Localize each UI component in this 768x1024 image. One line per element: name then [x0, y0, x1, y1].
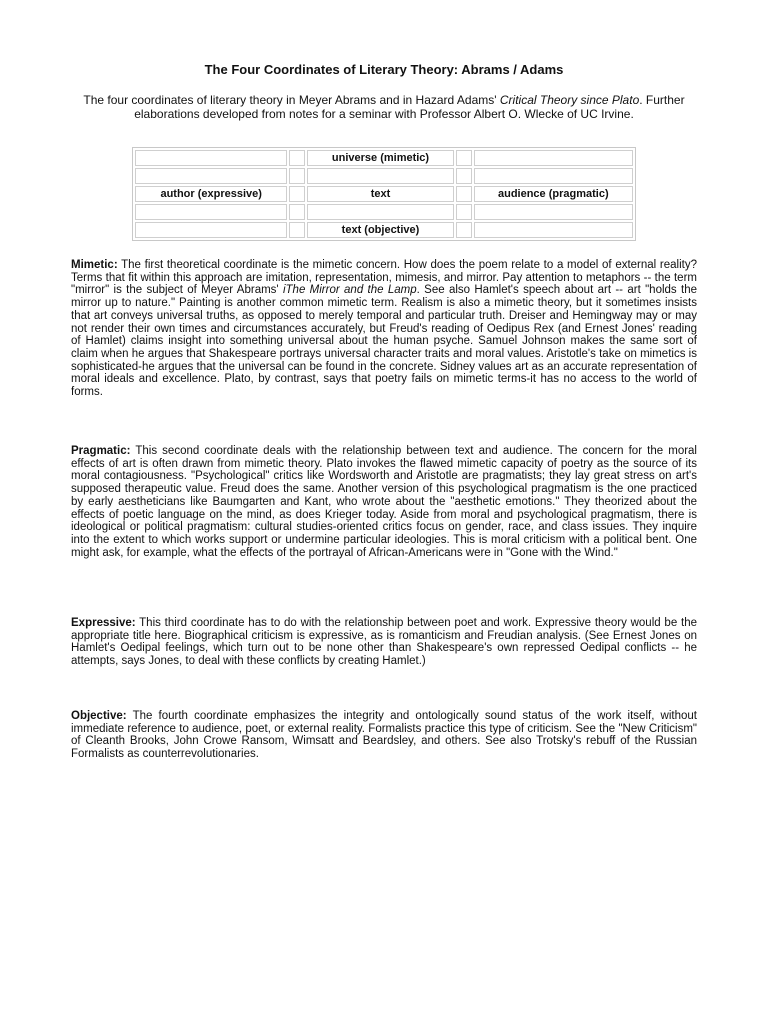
section-heading-pragmatic: Pragmatic: — [71, 445, 131, 457]
table-row — [135, 168, 633, 184]
section-objective — [71, 710, 697, 761]
intro-paragraph — [82, 93, 686, 121]
intro-text-2: . Further elaborations developed from notes for a seminar with Professor Albert O. Wlecke of UC Irvine. — [134, 93, 685, 121]
section-heading-mimetic: Mimetic: — [71, 259, 118, 271]
cell-author: author (expressive) — [135, 186, 287, 202]
table-row — [135, 150, 633, 166]
section-body-expressive: This third coordinate has to do with the relationship between poet and work. Expressive theory would be the appropriate title here. Biographical criticism is expressive, as is romanticism and Freudian analysis. (See Ernest Jones on Hamlet's Oedipal feelings, which turn out to be none other than Shakespeare's own repressed Oedipal conflicts -- he attempts, says Jones, to deal with these conflicts by creating Hamlet.) — [71, 617, 697, 668]
cell-objective: text (objective) — [307, 222, 455, 238]
section-body-pragmatic: This second coordinate deals with the relationship between text and audience. The concern for the moral effects of art is often drawn from mimetic theory. Plato invokes the flawed mimetic capacity of poetry as the source of its moral contagiousness. "Psychological" critics like Wordsworth and Aristotle are pragmatists; they lay great stress on art's supposed therapeutic value. Freud does the same. Another version of this psychological pragmatism is the one practiced by early aestheticians like Baumgarten and Kant, who wrote about the "aesthetic emotions." They theorized about the effects of poetic language on the mind, as does Krieger today. Aside from moral and psychological pragmatism, there is ideological or political pragmatism: cultural studies-oriented critics focus on gender, race, and class issues. They inquire into the extent to which works support or undermine particular ideologies. This is moral criticism with a political bent. One might ask, for example, what the effects of the portrayal of African-Americans were in "Gone with the Wind." — [71, 445, 697, 559]
section-mimetic — [71, 259, 697, 399]
table-row — [135, 222, 633, 238]
section-body-mimetic-1: The first theoretical coordinate is the mimetic concern. How does the poem relate to a model of external reality? Terms that fit within this approach are imitation, representation, mimesis, and mirror. Pay attention to metaphors -- the term "mirror" is the subject of Meyer Abrams' — [71, 259, 697, 297]
intro-text-1: The four coordinates of literary theory in Meyer Abrams and in Hazard Adams' — [83, 93, 500, 107]
table-row — [135, 186, 633, 202]
section-pragmatic — [71, 445, 697, 559]
cell-text: text — [307, 186, 455, 202]
table-row — [135, 204, 633, 220]
cell-audience: audience (pragmatic) — [474, 186, 633, 202]
intro-book-title: Critical Theory since Plato — [499, 93, 640, 107]
section-body-mimetic-2: . See also Hamlet's speech about art -- art "holds the mirror up to nature." Painting is another common mimetic term. Realism is also a mimetic theory, but it sometimes insists that art conveys universal truths, as opposed to merely temporal and particular truth. Dreiser and Hemingway may or may not render their own times and circumstances accurately, but Freud's reading of Oedipus Rex (and Ernest Jones' reading of Hamlet) claims insight into something universal about the human psyche. Samuel Johnson makes the same sort of claim when he argues that Shakespeare portrays universal character traits and moral values. Aristotle's take on mimetics is sophisticated-he argues that the universal can be found in the concrete. Sidney values art as an accurate representation of moral ideals and excellence. Plato, by contrast, says that poetry fails on mimetic terms-it has no access to the world of forms. — [71, 284, 697, 399]
section-heading-expressive: Expressive: — [71, 617, 136, 629]
section-expressive — [71, 617, 697, 668]
section-heading-objective: Objective: — [71, 710, 127, 722]
coordinates-table — [132, 147, 636, 241]
cell-universe: universe (mimetic) — [307, 150, 455, 166]
section-body-objective: The fourth coordinate emphasizes the integrity and ontologically sound status of the work itself, without immediate reference to audience, poet, or external reality. Formalists practice this type of criticism. See the "New Criticism" of Cleanth Brooks, John Crowe Ransom, Wimsatt and Beardsley, and others. See also Trotsky's rebuff of the Russian Formalists as counterrevolutionaries. — [71, 710, 697, 761]
section-italic-mimetic: iThe Mirror and the Lamp — [282, 284, 417, 297]
page-title: The Four Coordinates of Literary Theory: Abrams / Adams — [204, 62, 564, 77]
